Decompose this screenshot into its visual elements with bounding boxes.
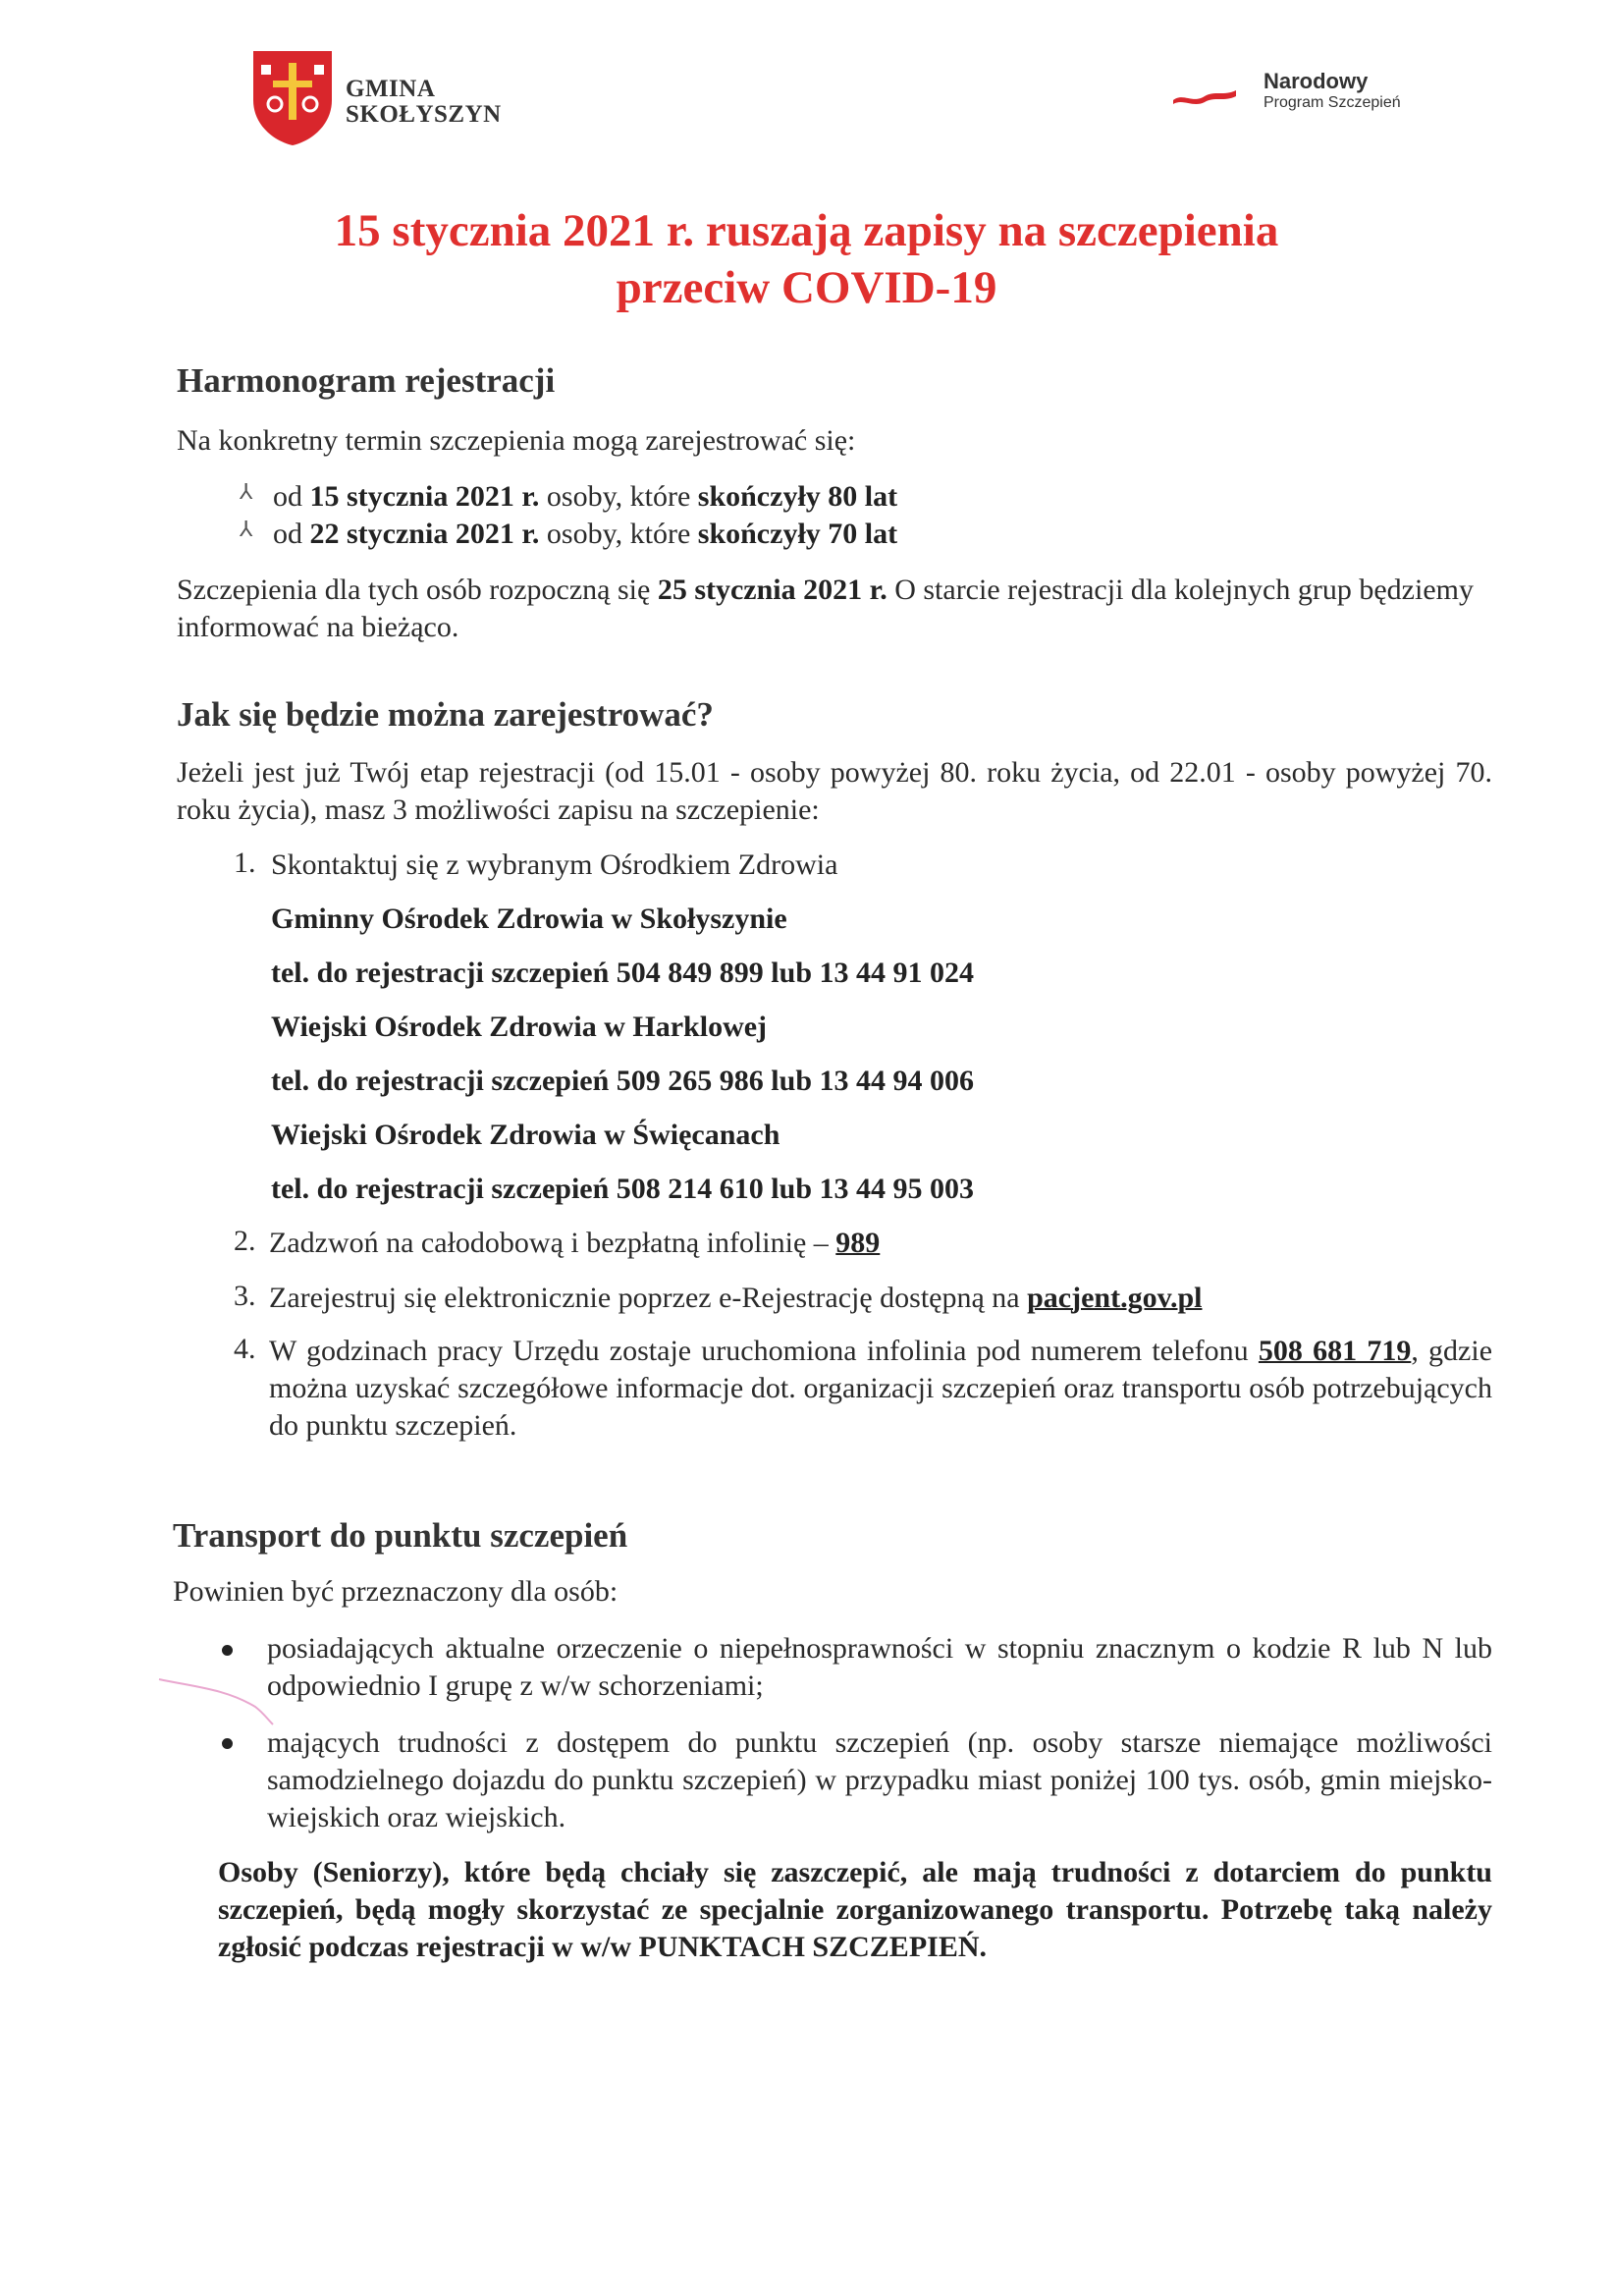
page-title [196,202,1417,316]
pacjent-gov-link[interactable]: pacjent.gov.pl [1027,1282,1203,1314]
gmina-name [346,77,502,128]
option-1-text: Skontaktuj się z wybranym Ośrodkiem Zdrowia [271,848,838,881]
list-number-3: 3. [234,1280,256,1312]
transport-bullet-1: posiadających aktualne orzeczenie o niepełnosprawności w stopniu znacznym o kodzie R lub N lub odpowiednio I grupę z w/w schorzeniami; [267,1632,1492,1702]
clinic-2-phone: tel. do rejestracji szczepień 509 265 986 lub 13 44 94 006 [271,1065,975,1097]
heading-transport: Transport do punktu szczepień [173,1516,628,1555]
list-number-4: 4. [234,1333,256,1365]
arrow-bullet-icon: ⅄ [240,517,253,541]
arrow-bullet-icon: ⅄ [240,479,253,504]
transport-bullet-2: mających trudności z dostępem do punktu szczepień (np. osoby starsze niemające możliwości samodzielnego dojazdu do punktu szczepień) w przypadku miast poniżej 100 tys. osób, gmin miejsko-wiejskich oraz wiejskich. [267,1726,1492,1833]
heading-schedule: Harmonogram rejestracji [177,361,556,400]
gmina-crest-logo [251,49,334,147]
nps-flag-icon [1171,86,1238,106]
option-3-text: Zarejestruj się elektronicznie poprzez e-Rejestrację dostępną na pacjent.gov.pl [269,1282,1203,1314]
option-4-text: W godzinach pracy Urzędu zostaje uruchomiona infolinia pod numerem telefonu 508 681 719, gdzie można uzyskać szczegółowe informacje dot. organizacji szczepień oraz transportu osób potrzebujących do punktu szczepień. [269,1335,1493,1442]
bullet-dot-icon [222,1645,233,1656]
office-phone-link[interactable]: 508 681 719 [1258,1335,1412,1367]
list-number-2: 2. [234,1225,256,1257]
clinic-2-name: Wiejski Ośrodek Zdrowia w Harklowej [271,1011,768,1043]
schedule-item-2: od 22 stycznia 2021 r. osoby, które skończyły 70 lat [273,518,898,550]
list-number-1: 1. [234,847,256,879]
bullet-dot-icon [222,1738,233,1749]
transport-note: Osoby (Seniorzy), które będą chciały się zaszczepić, ale mają trudności z dotarciem do punktu szczepień, będą mogły skorzystać ze specjalnie zorganizowanego transportu. Potrzebę taką należy zgłosić podczas rejestracji w w/w PUNKTACH SZCZEPIEŃ. [218,1856,1492,1963]
clinic-1-phone: tel. do rejestracji szczepień 504 849 899 lub 13 44 91 024 [271,957,975,989]
nps-logo [1171,69,1426,128]
nps-subtitle: Program Szczepień [1264,94,1401,111]
schedule-item-1: od 15 stycznia 2021 r. osoby, które skończyły 80 lat [273,480,898,513]
schedule-intro: Na konkretny termin szczepienia mogą zarejestrować się: [177,424,856,457]
option-2-text: Zadzwoń na całodobową i bezpłatną infolinię – 989 [269,1227,881,1259]
gmina-name-line1: GMINA [346,76,436,102]
register-intro: Jeżeli jest już Twój etap rejestracji (od 15.01 - osoby powyżej 80. roku życia, od 22.01 - osoby powyżej 70. roku życia), masz 3 możliwości zapisu na szczepienie: [177,756,1492,826]
title-line2: przeciw COVID-19 [616,262,997,313]
hotline-989-link[interactable]: 989 [835,1227,881,1259]
schedule-start-info: Szczepienia dla tych osób rozpoczną się 25 stycznia 2021 r. O starcie rejestracji dla kolejnych grup będziemy informować na bieżąco. [177,574,1474,643]
clinic-3-phone: tel. do rejestracji szczepień 508 214 610 lub 13 44 95 003 [271,1173,975,1205]
clinic-3-name: Wiejski Ośrodek Zdrowia w Święcanach [271,1119,780,1151]
gmina-name-line2: SKOŁYSZYN [346,101,502,128]
heading-how-to-register: Jak się będzie można zarejestrować? [177,695,714,734]
transport-intro: Powinien być przeznaczony dla osób: [173,1575,618,1608]
clinic-1-name: Gminny Ośrodek Zdrowia w Skołyszynie [271,902,787,935]
pen-stroke-mark [157,1660,285,1728]
nps-title: Narodowy [1264,69,1369,93]
title-line1: 15 stycznia 2021 r. ruszają zapisy na szczepienia [334,205,1279,256]
